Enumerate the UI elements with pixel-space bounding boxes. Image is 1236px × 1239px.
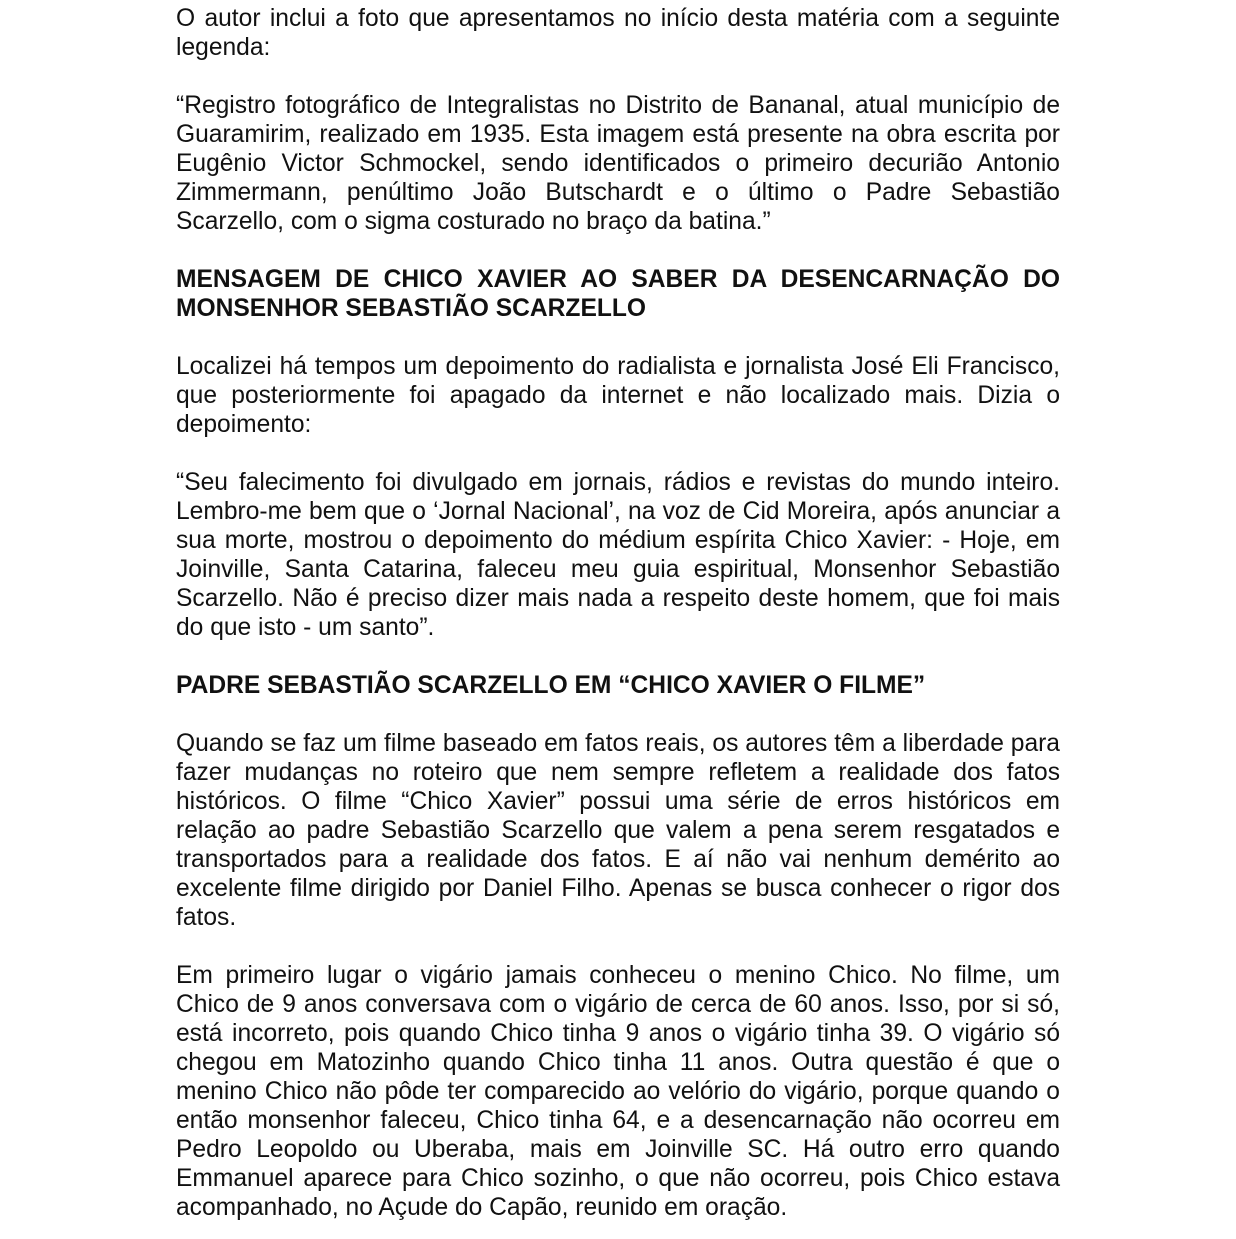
historical-errors-paragraph: Em primeiro lugar o vigário jamais conheceu o menino Chico. No filme, um Chico de 9 anos conversava com o vigário de cerca de 60 anos. Isso, por si só, está incorreto, pois quando Chico tinha 9 anos o vigário tinha 39. O vigário só chegou em Matozinho quando Chico tinha 11 anos. Outra questão é que o menino Chico não pôde ter comparecido ao velório do vigário, porque quando o então monsenhor faleceu, Chico tinha 64, e a desencarnação não ocorreu em Pedro Leopoldo ou Uberaba, mais em Joinville SC. Há outro erro quando Emmanuel aparece para Chico sozinho, o que não ocorreu, pois Chico estava acompanhado, no Açude do Capão, reunido em oração. xyxy=(176,962,1060,1221)
section-heading-film: PADRE SEBASTIÃO SCARZELLO EM “CHICO XAVIER O FILME” xyxy=(176,672,926,699)
intro-paragraph: O autor inclui a foto que apresentamos no início desta matéria com a seguinte legenda: xyxy=(176,5,1060,61)
section-heading-chico-xavier-message: MENSAGEM DE CHICO XAVIER AO SABER DA DESENCARNAÇÃO DO MONSENHOR SEBASTIÃO SCARZELLO xyxy=(176,266,1060,322)
film-paragraph: Quando se faz um filme baseado em fatos reais, os autores têm a liberdade para fazer mudanças no roteiro que nem sempre refletem a realidade dos fatos históricos. O filme “Chico Xavier” possui uma série de erros históricos em relação ao padre Sebastião Scarzello que valem a pena serem resgatados e transportados para a realidade dos fatos. E aí não vai nenhum demérito ao excelente filme dirigido por Daniel Filho. Apenas se busca conhecer o rigor dos fatos. xyxy=(176,730,1060,931)
document-page xyxy=(176,4,1060,1222)
testimony-intro-paragraph: Localizei há tempos um depoimento do radialista e jornalista José Eli Francisco, que posteriormente foi apagado da internet e não localizado mais. Dizia o depoimento: xyxy=(176,353,1060,438)
photo-caption-quote: “Registro fotográfico de Integralistas no Distrito de Bananal, atual município de Guaramirim, realizado em 1935. Esta imagem está presente na obra escrita por Eugênio Victor Schmockel, sendo identificados o primeiro decurião Antonio Zimmermann, penúltimo João Butschardt e o último o Padre Sebastião Scarzello, com o sigma costurado no braço da batina.” xyxy=(176,92,1060,235)
testimony-quote: “Seu falecimento foi divulgado em jornais, rádios e revistas do mundo inteiro. Lembro-me bem que o ‘Jornal Nacional’, na voz de Cid Moreira, após anunciar a sua morte, mostrou o depoimento do médium espírita Chico Xavier: - Hoje, em Joinville, Santa Catarina, faleceu meu guia espiritual, Monsenhor Sebastião Scarzello. Não é preciso dizer mais nada a respeito deste homem, que foi mais do que isto - um santo”. xyxy=(176,469,1060,641)
